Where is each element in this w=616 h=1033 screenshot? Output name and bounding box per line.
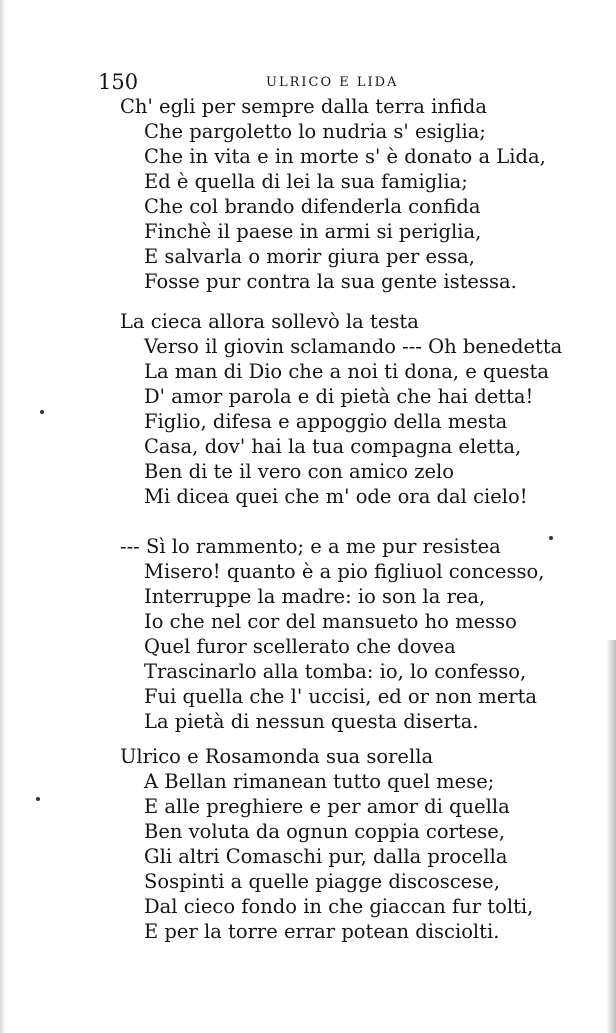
verse-line: A Bellan rimanean tutto quel mese; <box>144 770 495 793</box>
verse-line: Che in vita e in morte s' è donato a Lida, <box>144 145 546 168</box>
verse-line: Quel furor scellerato che dovea <box>144 635 456 658</box>
verse-line: Ch' egli per sempre dalla terra infida <box>120 95 488 118</box>
verse-line: Che col brando difenderla confida <box>144 195 481 218</box>
page-header <box>98 70 518 94</box>
verse-line: Ulrico e Rosamonda sua sorella <box>120 745 434 768</box>
verse-line: --- Sì lo rammento; e a me pur resistea <box>120 535 501 558</box>
print-speck <box>40 410 44 414</box>
running-title: ULRICO E LIDA <box>266 75 399 90</box>
verse-line: Gli altri Comaschi pur, dalla procella <box>144 845 508 868</box>
verse-line: Ben di te il vero con amico zelo <box>144 460 455 483</box>
verse-line: Fui quella che l' uccisi, ed or non merta <box>144 685 538 708</box>
verse-line: Verso il giovin sclamando --- Oh benedetta <box>144 335 563 358</box>
verse-line: Sospinti a quelle piagge discoscese, <box>144 870 500 893</box>
print-speck <box>549 536 553 540</box>
verse-line: Casa, dov' hai la tua compagna eletta, <box>144 435 522 458</box>
verse-line: Interruppe la madre: io son la rea, <box>144 585 486 608</box>
verse-line: Io che nel cor del mansueto ho messo <box>144 610 517 633</box>
page-number: 150 <box>98 70 139 94</box>
verse-line: E alle preghiere e per amor di quella <box>144 795 510 818</box>
page-edge-shadow-left <box>0 0 6 1033</box>
verse-line: Fosse pur contra la sua gente istessa. <box>144 270 517 293</box>
verse-line: Dal cieco fondo in che giaccan fur tolti, <box>144 895 534 918</box>
verse-line: D' amor parola e di pietà che hai detta! <box>144 385 534 408</box>
verse-line: Ben voluta da ognun coppia cortese, <box>144 820 506 843</box>
print-speck <box>36 797 40 801</box>
verse-line: La pietà di nessun questa diserta. <box>144 710 479 733</box>
verse-line: Trascinarlo alla tomba: io, lo confesso, <box>144 660 527 683</box>
verse-line: E per la torre errar potean disciolti. <box>144 920 500 943</box>
verse-line: Figlio, difesa e appoggio della mesta <box>144 410 508 433</box>
verse-line: La cieca allora sollevò la testa <box>120 310 419 333</box>
verse-line: E salvarla o morir giura per essa, <box>144 245 475 268</box>
verse-line: Finchè il paese in armi si periglia, <box>144 220 482 243</box>
page-edge-shadow-right <box>606 640 616 1033</box>
verse-line: Misero! quanto è a pio figliuol concesso, <box>144 560 545 583</box>
verse-line: Ed è quella di lei la sua famiglia; <box>144 170 468 193</box>
verse-line: Mi dicea quei che m' ode ora dal cielo! <box>144 485 528 508</box>
verse-line: Che pargoletto lo nudria s' esiglia; <box>144 120 486 143</box>
verse-line: La man di Dio che a noi ti dona, e questa <box>144 360 550 383</box>
